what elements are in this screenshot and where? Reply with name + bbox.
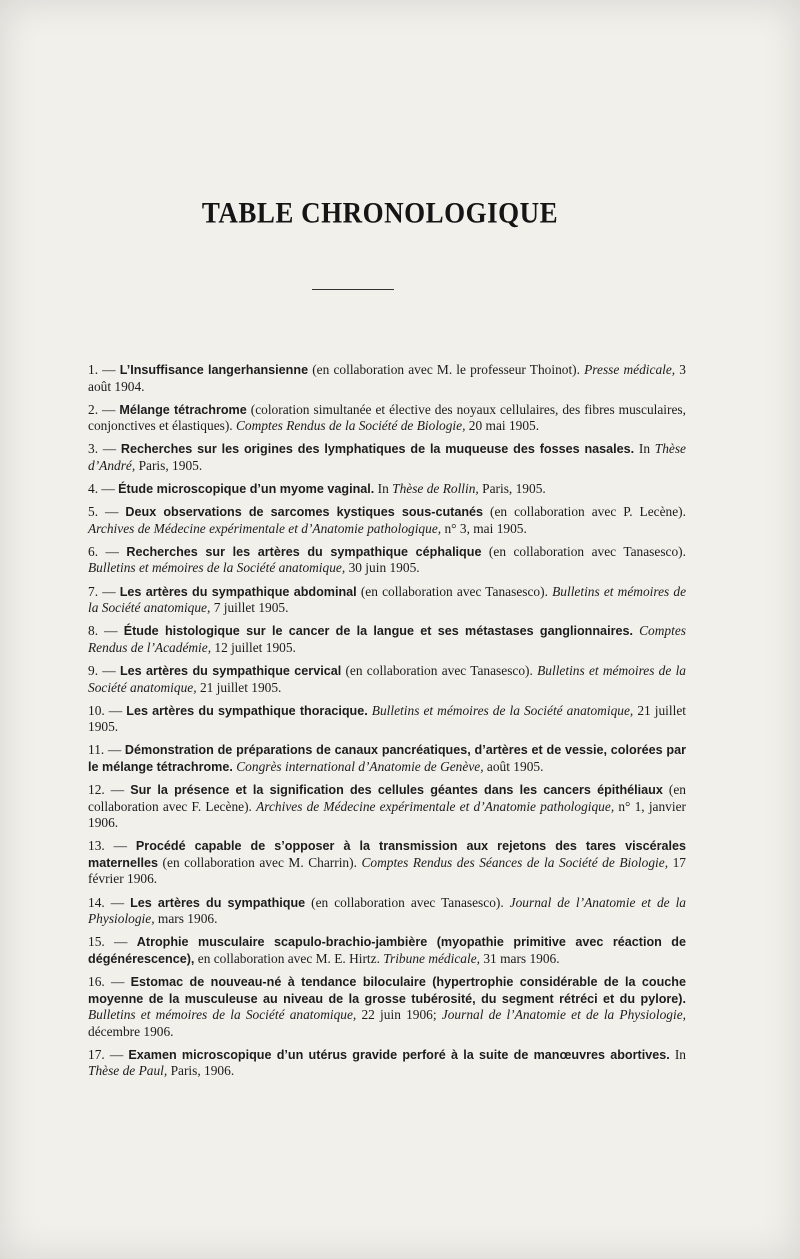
page-title: TABLE CHRONOLOGIQUE bbox=[201, 196, 559, 230]
list-item bbox=[88, 663, 686, 696]
entry-number: 1. — bbox=[88, 362, 120, 377]
entry-source: Comptes Rendus de la Société de Biologie, bbox=[236, 418, 466, 434]
entry-source: Tribune médicale, bbox=[383, 950, 480, 966]
list-item bbox=[88, 742, 686, 775]
entry-number: 16. — bbox=[88, 973, 131, 989]
entry-number: 5. — bbox=[88, 504, 126, 520]
list-item bbox=[88, 504, 686, 537]
list-item bbox=[88, 838, 686, 888]
entry-note: (coloration simultanée et élective des noyaux cellulaires, des fibres musculaires, conjonctives et élastiques). bbox=[88, 401, 686, 434]
list-item bbox=[88, 441, 686, 474]
entry-date: n° 3, mai 1905. bbox=[441, 520, 527, 536]
entry-number: 13. — bbox=[88, 838, 136, 854]
list-item bbox=[88, 402, 686, 435]
entry-date: Paris, 1905. bbox=[478, 481, 546, 497]
list-item bbox=[88, 703, 686, 736]
entry-title: Les artères du sympathique thoracique. bbox=[126, 703, 368, 718]
entry-date: 30 juin 1905. bbox=[345, 560, 420, 576]
entry-number: 4. — bbox=[88, 481, 119, 497]
entry-number: 9. — bbox=[88, 662, 120, 678]
entry-title: Estomac de nouveau-né à tendance biloculaire (hypertrophie considérable de la couche moyenne de la musculeuse au niveau de la grosse tubérosité, du segment rétréci et du pylore). bbox=[88, 974, 686, 1006]
entry-source: Thèse de Rollin, bbox=[392, 481, 479, 497]
entry-note: In bbox=[634, 441, 655, 457]
entry-title: Examen microscopique d’un utérus gravide perforé à la suite de manœuvres abortives. bbox=[128, 1047, 670, 1062]
list-item bbox=[88, 974, 686, 1040]
entry-date: 12 juillet 1905. bbox=[211, 639, 296, 655]
entry-note: (en collaboration avec M. le professeur Thoinot). bbox=[308, 362, 585, 377]
entry-source: Congrès international d’Anatomie de Genève, bbox=[236, 758, 484, 774]
entry-number: 8. — bbox=[88, 623, 124, 639]
entry-source: Comptes Rendus des Séances de la Société de Biologie, bbox=[361, 854, 669, 870]
list-item bbox=[88, 481, 686, 498]
entry-date-2: décembre 1906. bbox=[88, 1023, 174, 1039]
entry-title: Les artères du sympathique bbox=[130, 895, 306, 910]
entry-source: Bulletins et mémoires de la Société anatomique, bbox=[88, 583, 687, 616]
entry-date: 21 juillet 1905. bbox=[196, 679, 282, 695]
entry-date: août 1905. bbox=[483, 758, 544, 774]
entry-source: Comptes Rendus de l’Académie, bbox=[88, 623, 686, 655]
entry-number: 2. — bbox=[88, 401, 120, 417]
entry-title: Procédé capable de s’opposer à la transmission aux rejetons des tares viscérales maternelles bbox=[88, 839, 686, 870]
entry-title: Mélange tétrachrome bbox=[119, 402, 247, 417]
list-item bbox=[88, 544, 686, 577]
entry-number: 7. — bbox=[88, 583, 120, 599]
entry-title: L’Insuffisance langerhansienne bbox=[119, 363, 309, 377]
entry-title: Recherches sur les artères du sympathique céphalique bbox=[126, 544, 482, 559]
bibliography-list bbox=[88, 362, 686, 1086]
entry-date: mars 1906. bbox=[154, 911, 218, 927]
entry-source: Journal de l’Anatomie et de la Physiologie, bbox=[88, 894, 686, 927]
entry-note: en collaboration avec M. E. Hirtz. bbox=[194, 950, 384, 966]
entry-date: 17 février 1906. bbox=[88, 854, 686, 887]
entry-number: 14. — bbox=[88, 894, 131, 910]
entry-source: Bulletins et mémoires de la Société anatomique, bbox=[88, 1007, 357, 1023]
entry-date: 3 août 1904. bbox=[88, 362, 686, 394]
entry-source: Bulletins et mémoires de la Société anatomique, bbox=[88, 662, 686, 695]
entry-date: 22 juin 1906; bbox=[356, 1007, 442, 1023]
entry-title: Démonstration de préparations de canaux pancréatiques, d’artères et de vessie, colorées par le mélange tétrachrome. bbox=[88, 743, 686, 774]
entry-source: Archives de Médecine expérimentale et d’Anatomie pathologique, bbox=[88, 520, 442, 536]
entry-source: Bulletins et mémoires de la Société anatomique, bbox=[88, 560, 346, 576]
list-item bbox=[88, 623, 686, 656]
title-rule bbox=[312, 289, 394, 290]
entry-note: (en collaboration avec P. Lecène). bbox=[483, 504, 686, 520]
entry-number: 12. — bbox=[88, 781, 131, 797]
entry-title: Atrophie musculaire scapulo-brachio-jambière (myopathie primitive avec réaction de dégénérescence), bbox=[88, 935, 686, 966]
entry-source: Thèse d’André, bbox=[88, 441, 686, 473]
entry-source: Thèse de Paul, bbox=[88, 1063, 168, 1079]
entry-number: 15. — bbox=[88, 934, 137, 950]
entry-title: Deux observations de sarcomes kystiques sous-cutanés bbox=[125, 505, 484, 520]
entry-title: Les artères du sympathique cervical bbox=[119, 663, 342, 678]
entry-source: Archives de Médecine expérimentale et d’Anatomie pathologique, bbox=[256, 798, 615, 814]
entry-title: Les artères du sympathique abdominal bbox=[119, 584, 357, 599]
list-item bbox=[88, 895, 686, 928]
entry-date: Paris, 1905. bbox=[135, 457, 203, 473]
entry-number: 3. — bbox=[88, 441, 121, 457]
entry-date: 21 juillet 1905. bbox=[88, 702, 687, 735]
entry-number: 17. — bbox=[88, 1046, 129, 1062]
entry-note: In bbox=[374, 481, 393, 497]
entry-date: 20 mai 1905. bbox=[465, 418, 540, 434]
entry-note: (en collaboration avec Tanasesco). bbox=[481, 543, 686, 559]
entry-date: 7 juillet 1905. bbox=[210, 600, 289, 616]
entry-title: Recherches sur les origines des lymphatiques de la muqueuse des fosses nasales. bbox=[120, 442, 635, 457]
entry-source-2: Journal de l’Anatomie et de la Physiologie, bbox=[441, 1007, 687, 1023]
entry-note: (en collaboration avec Tanasesco). bbox=[356, 583, 553, 599]
entry-note: (en collaboration avec F. Lecène). bbox=[88, 781, 687, 814]
entry-number: 6. — bbox=[88, 543, 127, 559]
entry-source: Bulletins et mémoires de la Société anatomique, bbox=[371, 702, 634, 718]
entry-source: Presse médicale, bbox=[584, 362, 676, 377]
list-item bbox=[88, 584, 686, 617]
entry-date: n° 1, janvier 1906. bbox=[88, 798, 686, 831]
entry-title: Sur la présence et la signification des cellules géantes dans les cancers épithéliaux bbox=[130, 782, 663, 797]
entry-note: In bbox=[669, 1046, 686, 1062]
list-item bbox=[88, 1047, 686, 1080]
entry-note: (en collaboration avec M. Charrin). bbox=[158, 854, 362, 870]
list-item bbox=[88, 362, 686, 395]
entry-number: 11. — bbox=[88, 742, 125, 758]
entry-note: (en collaboration avec Tanasesco). bbox=[305, 894, 510, 910]
entry-date: 31 mars 1906. bbox=[480, 950, 560, 966]
entry-note: (en collaboration avec Tanasesco). bbox=[341, 662, 538, 678]
entry-date: Paris, 1906. bbox=[167, 1063, 235, 1079]
entry-number: 10. — bbox=[88, 702, 127, 718]
list-item bbox=[88, 934, 686, 967]
entry-title: Étude histologique sur le cancer de la langue et ses métastases ganglionnaires. bbox=[123, 624, 633, 639]
entry-title: Étude microscopique d’un myome vaginal. bbox=[118, 482, 375, 497]
list-item bbox=[88, 782, 686, 832]
